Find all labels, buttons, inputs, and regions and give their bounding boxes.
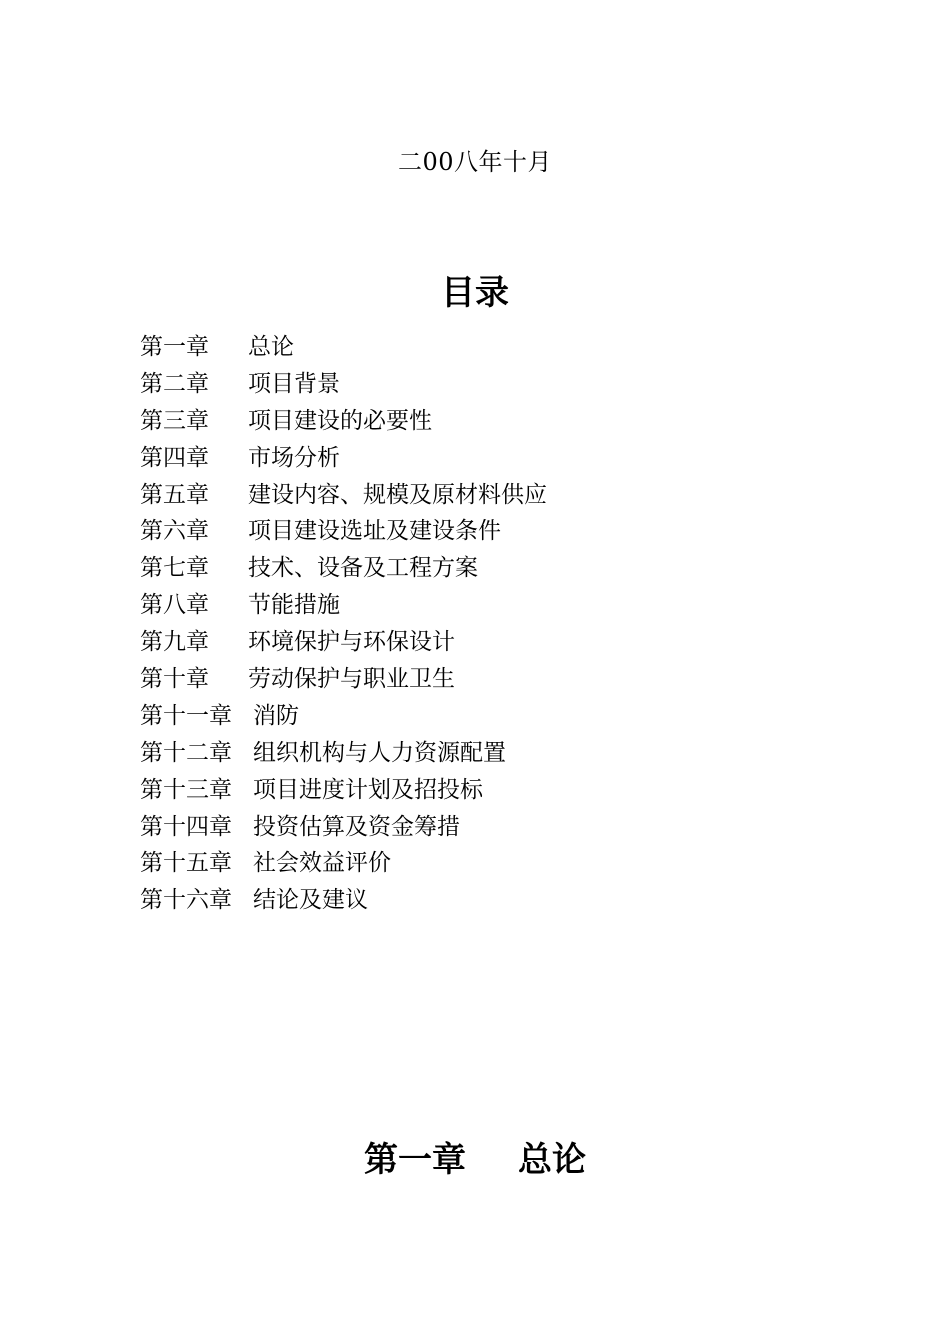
toc-chapter-number: 第十五章: [140, 850, 232, 877]
toc-chapter-title: 市场分析: [248, 444, 340, 471]
toc-chapter-number: 第十三章: [140, 776, 232, 803]
toc-item: [140, 513, 840, 550]
toc-chapter-title: 劳动保护与职业卫生: [248, 666, 455, 693]
chapter-number: 第一章: [364, 1140, 466, 1180]
toc-chapter-number: 第三章: [140, 407, 209, 434]
toc-chapter-number: 第六章: [140, 518, 209, 545]
toc-chapter-number: 第二章: [140, 370, 209, 397]
toc-chapter-title: 组织机构与人力资源配置: [253, 739, 506, 766]
toc-chapter-number: 第八章: [140, 592, 209, 619]
toc-chapter-title: 消防: [253, 702, 299, 729]
document-date: 二00八年十月: [397, 148, 553, 176]
toc-chapter-title: 总论: [248, 334, 294, 360]
toc-chapter-title: 项目进度计划及招投标: [253, 776, 483, 803]
toc-chapter-number: 第十六章: [140, 887, 232, 914]
toc-item: [140, 882, 840, 919]
toc-chapter-title: 建设内容、规模及原材料供应: [248, 481, 547, 508]
chapter-title: 总论: [518, 1140, 586, 1180]
toc-chapter-number: 第九章: [140, 629, 209, 656]
toc-chapter-number: 第五章: [140, 481, 209, 508]
chapter-heading: [0, 1138, 950, 1182]
toc-chapter-title: 项目背景: [248, 370, 340, 397]
toc-item: [140, 550, 840, 587]
toc-chapter-title: 结论及建议: [253, 887, 368, 914]
toc-item: [140, 698, 840, 735]
toc-item: [140, 735, 840, 772]
toc-chapter-title: 投资估算及资金筹措: [253, 813, 460, 840]
toc-chapter-title: 环境保护与环保设计: [248, 629, 455, 656]
toc-item: [140, 477, 840, 514]
toc-item: [140, 366, 840, 403]
toc-title: 目录: [441, 273, 509, 313]
toc-item: [140, 440, 840, 477]
toc-item: [140, 845, 840, 882]
toc-chapter-number: 第十二章: [140, 739, 232, 766]
toc-chapter-title: 技术、设备及工程方案: [248, 555, 478, 582]
toc-item: [140, 661, 840, 698]
toc-item: [140, 772, 840, 809]
toc-item: [140, 809, 840, 846]
toc-chapter-title: 项目建设的必要性: [248, 407, 432, 434]
table-of-contents: [140, 329, 840, 919]
toc-chapter-title: 项目建设选址及建设条件: [248, 518, 501, 545]
toc-item: [140, 403, 840, 440]
toc-chapter-number: 第十四章: [140, 813, 232, 840]
toc-chapter-title: 节能措施: [248, 592, 340, 619]
toc-chapter-number: 第七章: [140, 555, 209, 582]
toc-item: [140, 587, 840, 624]
toc-chapter-number: 第一章: [140, 334, 209, 360]
toc-item: [140, 624, 840, 661]
toc-chapter-number: 第十一章: [140, 702, 232, 729]
toc-chapter-title: 社会效益评价: [253, 850, 391, 877]
toc-chapter-number: 第十章: [140, 666, 209, 693]
toc-chapter-number: 第四章: [140, 444, 209, 471]
toc-item: [140, 329, 840, 366]
